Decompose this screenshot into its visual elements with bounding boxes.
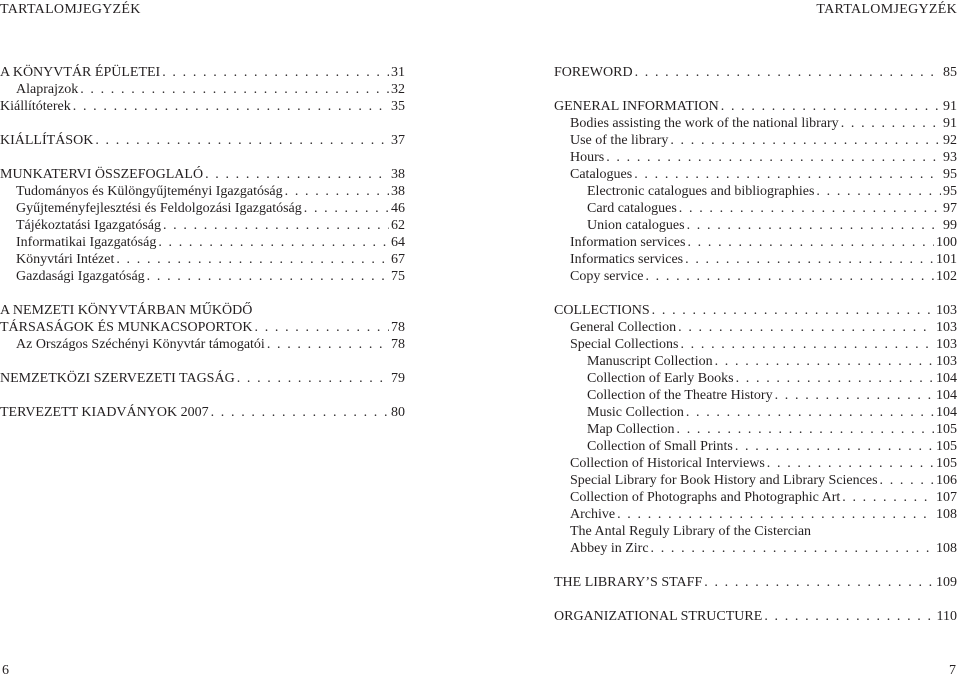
toc-entry[interactable]: Manuscript Collection . . . 103 xyxy=(587,353,957,370)
toc-entry[interactable]: Bodies assisting the work of the national library . . . 91 xyxy=(570,115,957,132)
toc-entry[interactable]: COLLECTIONS . . . 103 xyxy=(554,302,957,319)
toc-entry[interactable]: Music Collection . . . 104 xyxy=(587,404,957,421)
page-number-right: 7 xyxy=(949,663,956,678)
toc-entry[interactable]: THE LIBRARY’S STAFF . . . 109 xyxy=(554,574,957,591)
toc-entry[interactable]: Catalogues . . . 95 xyxy=(570,166,957,183)
toc-entry[interactable]: Gazdasági Igazgatóság . . . 75 xyxy=(16,268,405,285)
toc-entry[interactable]: TÁRSASÁGOK ÉS MUNKACSOPORTOK . . . 78 xyxy=(0,319,405,336)
running-header-right: TARTALOMJEGYZÉK xyxy=(816,2,957,17)
toc-entry[interactable]: Hours . . . 93 xyxy=(570,149,957,166)
toc-entry[interactable]: Union catalogues . . . 99 xyxy=(587,217,957,234)
toc-entry[interactable]: Kiállítóterek . . . 35 xyxy=(0,98,405,115)
toc-entry[interactable]: Collection of Historical Interviews . . . 105 xyxy=(570,455,957,472)
toc-entry[interactable]: FOREWORD . . . 85 xyxy=(554,64,957,81)
toc-entry[interactable]: Könyvtári Intézet . . . 67 xyxy=(16,251,405,268)
running-header-left: TARTALOMJEGYZÉK xyxy=(0,2,141,17)
toc-entry[interactable]: Tudományos és Különgyűjteményi Igazgatóság . . . 38 xyxy=(16,183,405,200)
toc-entry[interactable]: Informatikai Igazgatóság . . . 64 xyxy=(16,234,405,251)
toc-entry[interactable]: General Collection . . . 103 xyxy=(570,319,957,336)
toc-entry[interactable]: TERVEZETT KIADVÁNYOK 2007 . . . 80 xyxy=(0,404,405,421)
toc-entry[interactable]: Abbey in Zirc . . . 108 xyxy=(570,540,957,557)
toc-entry[interactable]: KIÁLLÍTÁSOK . . . 37 xyxy=(0,132,405,149)
toc-entry[interactable]: Collection of Early Books . . . 104 xyxy=(587,370,957,387)
toc-entry[interactable]: Tájékoztatási Igazgatóság . . . 62 xyxy=(16,217,405,234)
toc-entry[interactable]: Information services . . . 100 xyxy=(570,234,957,251)
toc-entry[interactable]: NEMZETKÖZI SZERVEZETI TAGSÁG . . . 79 xyxy=(0,370,405,387)
toc-entry[interactable]: GENERAL INFORMATION . . . 91 xyxy=(554,98,957,115)
toc-entry[interactable]: A KÖNYVTÁR ÉPÜLETEI . . . 31 xyxy=(0,64,405,81)
toc-entry[interactable]: Map Collection . . . 105 xyxy=(587,421,957,438)
toc-entry[interactable]: Gyűjteményfejlesztési és Feldolgozási Igazgatóság . . . 46 xyxy=(16,200,405,217)
toc-entry-heading-line[interactable]: The Antal Reguly Library of the Cistercian xyxy=(570,524,812,539)
toc-entry[interactable]: Special Library for Book History and Library Sciences . . . 106 xyxy=(570,472,957,489)
toc-entry[interactable]: ORGANIZATIONAL STRUCTURE . . . 110 xyxy=(554,608,957,625)
toc-entry[interactable]: Collection of the Theatre History . . . 104 xyxy=(587,387,957,404)
toc-entry[interactable]: Archive . . . 108 xyxy=(570,506,957,523)
toc-entry-heading-line[interactable]: A NEMZETI KÖNYVTÁRBAN MŰKÖDŐ xyxy=(0,303,253,318)
toc-entry[interactable]: MUNKATERVI ÖSSZEFOGLALÓ . . . 38 xyxy=(0,166,405,183)
toc-entry[interactable]: Use of the library . . . 92 xyxy=(570,132,957,149)
page-number-left: 6 xyxy=(2,663,9,678)
toc-entry[interactable]: Alaprajzok . . . 32 xyxy=(16,81,405,98)
toc-entry[interactable]: Collection of Photographs and Photographic Art . . . 107 xyxy=(570,489,957,506)
toc-entry[interactable]: Collection of Small Prints . . . 105 xyxy=(587,438,957,455)
toc-entry[interactable]: Copy service . . . 102 xyxy=(570,268,957,285)
toc-entry[interactable]: Special Collections . . . 103 xyxy=(570,336,957,353)
toc-entry[interactable]: Card catalogues . . . 97 xyxy=(587,200,957,217)
toc-entry[interactable]: Az Országos Széchényi Könyvtár támogatói . . . 78 xyxy=(16,336,405,353)
toc-entry[interactable]: Electronic catalogues and bibliographies . . . 95 xyxy=(587,183,957,200)
toc-entry[interactable]: Informatics services . . . 101 xyxy=(570,251,957,268)
